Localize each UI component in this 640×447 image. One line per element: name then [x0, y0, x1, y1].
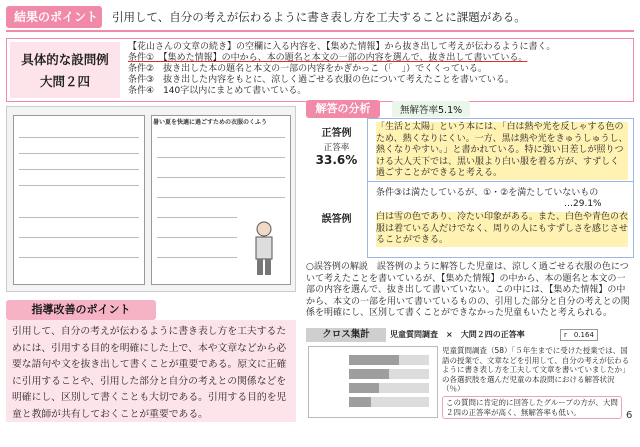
correct-label-cell	[306, 118, 368, 182]
question-intro: 【花山さんの文章の続き】の空欄に入る内容を、【集めた情報】から抜き出して考えが伝わるように書く。	[128, 42, 556, 52]
correct-kind: 正答例	[321, 128, 352, 139]
question-content	[128, 42, 628, 97]
cross-tag: クロス集計	[306, 328, 386, 342]
worksheet-image	[6, 106, 296, 292]
wrong-kind: 誤答例	[321, 214, 352, 225]
person-illustration-icon	[249, 219, 279, 279]
correlation-value: r 0.164	[560, 329, 598, 341]
condition-1: 条件① 【集めた情報】の中から、本の題名と本文の一部の内容を選んで、抜き出して書いている。	[128, 53, 528, 63]
analysis-tag: 解答の分析	[306, 100, 380, 118]
cross-conclusion: この質問に肯定的に回答したグループの方が、大問２四の正答率が高く、無解答率も低い。	[442, 396, 622, 419]
worksheet-left-page	[13, 115, 145, 285]
question-label	[10, 42, 120, 98]
guidance-tag: 指導改善のポイント	[6, 300, 156, 320]
wrong-condition-text: 条件③は満たしているが、①・②を満たしていないもの	[376, 188, 599, 198]
worksheet-title: 暑い夏を快適に過ごすための衣服のくふう	[153, 119, 268, 126]
condition-4: 条件④ 140字以内にまとめて書いている。	[128, 86, 307, 96]
no-answer-rate: 無解答率5.1%	[392, 101, 470, 117]
wrong-explanation: ○誤答例の解説 誤答例のように解答した児童は、涼しく過ごせる衣服の色について考えたことを書いているが、【集めた情報】の中から、本の題名と本文の一部の内容を選んで、抜き出して書いていない。この中には、【集めた情報】の中から、本文の一部を用いて書いているものの、引用した部分と自分の考えとの関係を明確にし、区別して書くことができなかった児童もいたと考えられる。	[306, 262, 630, 318]
cross-note: 児童質問調査（58）「５年生までに受けた授業では、国語の授業で、文章などを引用して、自分の考えが伝わるように書き表し方を工夫して文章を書いていましたか」の各選択肢を選んだ児童の本設問における解答状況（％）	[442, 346, 630, 393]
correct-rate: 33.6%	[315, 153, 358, 167]
banner-text: 引用して、自分の考えが伝わるように書き表し方を工夫することに課題がある。	[112, 10, 526, 24]
stacked-bar-chart-icon	[309, 347, 437, 417]
correct-example-text: 「生活と太陽」という本には、「白は熱や光を反しゃする色のため、熱くなりにくい。一方、黒は熱や光をきゅうしゅうし、熱くなりやすい。」と書かれている。特に強い日差しが照りつける大人天下では、黒い服より白い服を着る方が、すずしく過ごすことができると考える。	[376, 122, 628, 178]
wrong-example-text: 白は雪の色であり、冷たい印象がある。また、白色や青色の衣服は着ている人だけでなく、周りの人にもすずしさを感じさせることができる。	[376, 212, 629, 245]
banner-divider	[6, 30, 634, 32]
cross-title: 児童質問調査 × 大問２四の正答率	[390, 330, 525, 339]
page-number: 6	[626, 410, 633, 421]
condition-3: 条件③ 抜き出した内容をもとに、涼しく過ごせる衣服の色について考えたことを書いている。	[128, 75, 514, 85]
wrong-percentage: …29.1%	[564, 199, 602, 209]
banner-tag: 結果のポイント	[6, 6, 102, 28]
correct-rate-label: 正答率	[323, 143, 350, 153]
wrong-label-cell	[306, 182, 368, 258]
question-label-line2: 大問２四	[39, 74, 90, 89]
condition-2: 条件② 抜き出した本の題名と本文の一部の内容をかぎかっこ（「 」）でくくっている。	[128, 64, 487, 74]
question-label-line1: 具体的な設問例	[21, 52, 109, 67]
cross-tab-chart-image	[308, 346, 438, 418]
guidance-text: 引用して、自分の考えが伝わるように書き表し方を工夫するためには、引用する目的を明確にした上で、本や文章などから必要な語句や文を抜き出して書くことが重要である。原文に正確に引用することや、引用した部分と自分の考えとの関係などを明確にし、区別して書くことも大切である。引用する目的を児童と教師が共有しておくことが重要である。	[12, 326, 287, 420]
